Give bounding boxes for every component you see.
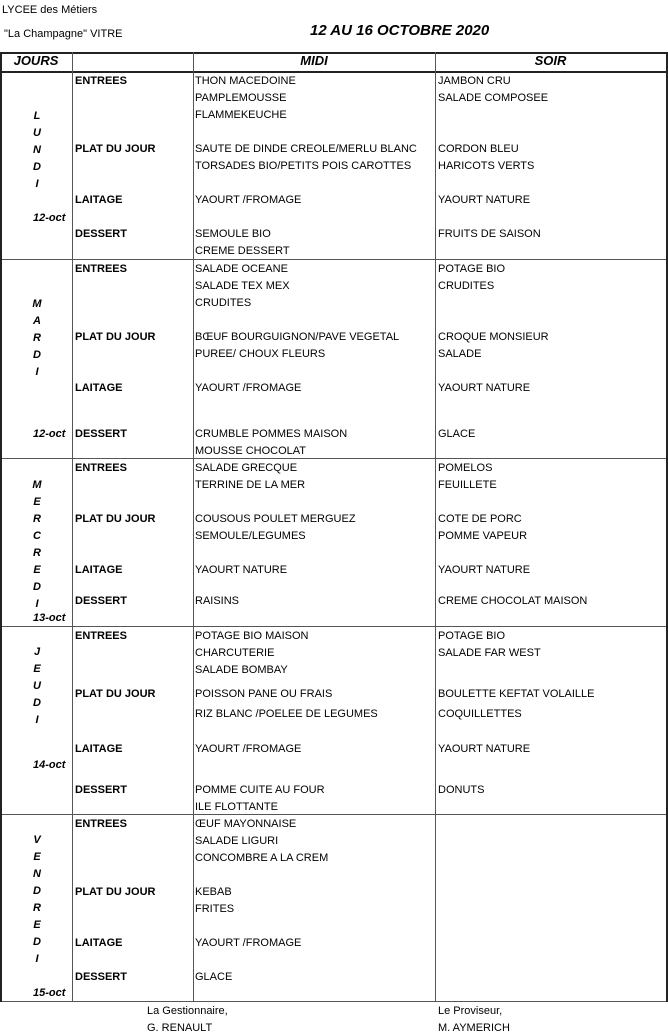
midi-dish: FRITES <box>195 903 235 915</box>
midi-dish: POISSON PANE OU FRAIS <box>195 688 333 700</box>
soir-dish: POTAGE BIO <box>438 263 506 275</box>
day-letter: D <box>33 581 41 593</box>
soir-dish: YAOURT NATURE <box>438 564 531 576</box>
course-label: PLAT DU JOUR <box>75 886 156 898</box>
day-date: 12-oct <box>33 428 66 440</box>
table-rule <box>435 52 436 1001</box>
soir-dish: GLACE <box>438 428 476 440</box>
midi-dish: YAOURT /FROMAGE <box>195 194 302 206</box>
soir-dish: DONUTS <box>438 784 485 796</box>
table-rule <box>0 458 666 459</box>
soir-dish: BOULETTE KEFTAT VOLAILLE <box>438 688 595 700</box>
soir-dish: COQUILLETTES <box>438 708 522 720</box>
day-letter: V <box>33 834 41 846</box>
midi-dish: TERRINE DE LA MER <box>195 479 306 491</box>
midi-dish: PUREE/ CHOUX FLEURS <box>195 348 326 360</box>
course-label: DESSERT <box>75 784 127 796</box>
midi-dish: SEMOULE BIO <box>195 228 271 240</box>
soir-dish: CROQUE MONSIEUR <box>438 331 549 343</box>
col-header-jours: JOURS <box>13 53 59 68</box>
midi-dish: ŒUF MAYONNAISE <box>195 818 297 830</box>
soir-dish: SALADE FAR WEST <box>438 647 541 659</box>
day-letter: L <box>33 110 41 122</box>
course-label: PLAT DU JOUR <box>75 143 156 155</box>
day-date: 12-oct <box>33 212 66 224</box>
day-letter: J <box>33 646 41 658</box>
soir-dish: YAOURT NATURE <box>438 382 531 394</box>
table-rule <box>0 626 666 627</box>
midi-dish: SALADE GRECQUE <box>195 462 298 474</box>
midi-dish: PAMPLEMOUSSE <box>195 92 287 104</box>
midi-dish: SALADE TEX MEX <box>195 280 290 292</box>
table-rule <box>0 814 666 815</box>
proviseur-name: M. AYMERICH <box>438 1022 510 1034</box>
soir-dish: YAOURT NATURE <box>438 194 531 206</box>
midi-dish: SALADE OCEANE <box>195 263 288 275</box>
table-rule <box>0 259 666 260</box>
midi-dish: CHARCUTERIE <box>195 647 275 659</box>
soir-dish: CREME CHOCOLAT MAISON <box>438 595 588 607</box>
day-letter: U <box>33 680 41 692</box>
col-header-midi: MIDI <box>300 53 328 68</box>
midi-dish: ILE FLOTTANTE <box>195 801 278 813</box>
day-letter: I <box>35 366 39 378</box>
midi-dish: KEBAB <box>195 886 232 898</box>
midi-dish: POTAGE BIO MAISON <box>195 630 309 642</box>
proviseur-title: Le Proviseur, <box>438 1005 503 1017</box>
course-label: ENTREES <box>75 630 127 642</box>
course-label: ENTREES <box>75 462 127 474</box>
day-letter: I <box>35 953 39 965</box>
midi-dish: CONCOMBRE A LA CREM <box>195 852 329 864</box>
midi-dish: SAUTE DE DINDE CREOLE/MERLU BLANC <box>195 143 417 155</box>
soir-dish: CORDON BLEU <box>438 143 519 155</box>
midi-dish: YAOURT NATURE <box>195 564 288 576</box>
day-letter: E <box>33 851 41 863</box>
course-label: LAITAGE <box>75 194 123 206</box>
gestionnaire-name: G. RENAULT <box>147 1022 213 1034</box>
day-letter: D <box>33 697 41 709</box>
course-label: PLAT DU JOUR <box>75 688 156 700</box>
day-letter: I <box>35 178 39 190</box>
col-header-soir: SOIR <box>534 53 567 68</box>
day-letter: R <box>33 547 41 559</box>
course-label: LAITAGE <box>75 743 123 755</box>
soir-dish: COTE DE PORC <box>438 513 522 525</box>
soir-dish: FEUILLETE <box>438 479 497 491</box>
course-label: DESSERT <box>75 228 127 240</box>
soir-dish: POTAGE BIO <box>438 630 506 642</box>
day-date: 15-oct <box>33 987 66 999</box>
day-letter: R <box>33 513 41 525</box>
midi-dish: YAOURT /FROMAGE <box>195 382 302 394</box>
day-letter: E <box>33 564 41 576</box>
midi-dish: TORSADES BIO/PETITS POIS CAROTTES <box>195 160 412 172</box>
school-name: LYCEE des Métiers <box>2 4 98 16</box>
soir-dish: CRUDITES <box>438 280 495 292</box>
day-letter: D <box>33 885 41 897</box>
day-letter: R <box>33 902 41 914</box>
soir-dish: POMME VAPEUR <box>438 530 528 542</box>
day-letter: E <box>33 496 41 508</box>
midi-dish: FLAMMEKEUCHE <box>195 109 287 121</box>
midi-dish: YAOURT /FROMAGE <box>195 937 302 949</box>
midi-dish: CRUMBLE POMMES MAISON <box>195 428 348 440</box>
course-label: PLAT DU JOUR <box>75 513 156 525</box>
day-letter: E <box>33 663 41 675</box>
day-letter: A <box>33 315 41 327</box>
day-letter: I <box>35 598 39 610</box>
school-subtitle: "La Champagne" VITRE <box>4 28 123 40</box>
course-label: DESSERT <box>75 595 127 607</box>
midi-dish: SALADE LIGURI <box>195 835 279 847</box>
day-letter: N <box>33 144 41 156</box>
soir-dish: POMELOS <box>438 462 493 474</box>
midi-dish: THON MACEDOINE <box>195 75 296 87</box>
course-label: ENTREES <box>75 263 127 275</box>
course-label: ENTREES <box>75 75 127 87</box>
course-label: LAITAGE <box>75 382 123 394</box>
course-label: DESSERT <box>75 971 127 983</box>
course-label: LAITAGE <box>75 564 123 576</box>
course-label: ENTREES <box>75 818 127 830</box>
day-letter: C <box>33 530 41 542</box>
day-letter: D <box>33 936 41 948</box>
day-date: 14-oct <box>33 759 66 771</box>
table-rule <box>193 52 194 1001</box>
midi-dish: BŒUF BOURGUIGNON/PAVE VEGETAL <box>195 331 400 343</box>
soir-dish: SALADE <box>438 348 482 360</box>
soir-dish: SALADE COMPOSEE <box>438 92 549 104</box>
midi-dish: SALADE BOMBAY <box>195 664 288 676</box>
day-letter: I <box>35 714 39 726</box>
midi-dish: COUSOUS POULET MERGUEZ <box>195 513 356 525</box>
midi-dish: CRUDITES <box>195 297 252 309</box>
course-label: DESSERT <box>75 428 127 440</box>
soir-dish: FRUITS DE SAISON <box>438 228 541 240</box>
midi-dish: RAISINS <box>195 595 240 607</box>
soir-dish: JAMBON CRU <box>438 75 511 87</box>
midi-dish: SEMOULE/LEGUMES <box>195 530 306 542</box>
midi-dish: GLACE <box>195 971 233 983</box>
day-date: 13-oct <box>33 612 66 624</box>
course-label: PLAT DU JOUR <box>75 331 156 343</box>
day-letter: E <box>33 919 41 931</box>
day-letter: M <box>32 298 42 310</box>
menu-title: 12 AU 16 OCTOBRE 2020 <box>310 22 490 39</box>
day-letter: M <box>32 479 42 491</box>
table-rule <box>0 71 666 73</box>
day-letter: U <box>33 127 41 139</box>
soir-dish: HARICOTS VERTS <box>438 160 535 172</box>
day-letter: D <box>33 161 41 173</box>
soir-dish: YAOURT NATURE <box>438 743 531 755</box>
day-letter: D <box>33 349 41 361</box>
day-letter: N <box>33 868 41 880</box>
midi-dish: POMME CUITE AU FOUR <box>195 784 325 796</box>
midi-dish: CREME DESSERT <box>195 245 290 257</box>
day-letter: R <box>33 332 41 344</box>
gestionnaire-title: La Gestionnaire, <box>147 1005 228 1017</box>
midi-dish: RIZ BLANC /POELEE DE LEGUMES <box>195 708 378 720</box>
midi-dish: MOUSSE CHOCOLAT <box>195 445 307 457</box>
midi-dish: YAOURT /FROMAGE <box>195 743 302 755</box>
table-rule <box>0 1001 666 1002</box>
course-label: LAITAGE <box>75 937 123 949</box>
